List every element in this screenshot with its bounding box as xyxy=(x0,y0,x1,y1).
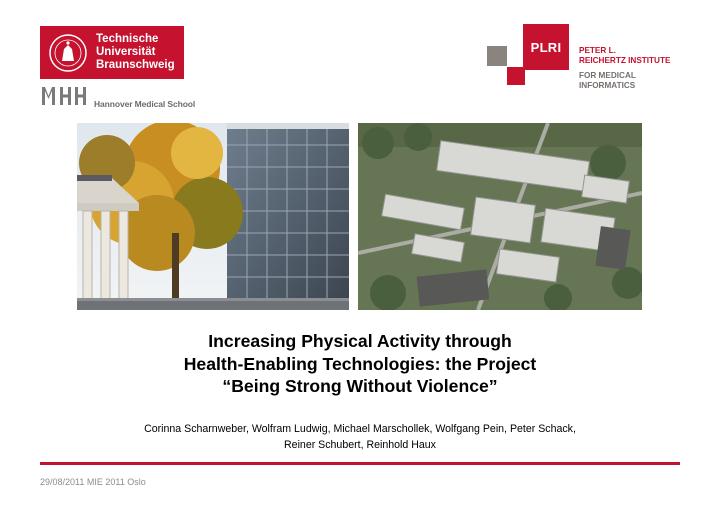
tu-seal-icon xyxy=(48,33,88,73)
mhh-logo-name: Hannover Medical School xyxy=(94,99,196,109)
mhh-logo-mark-icon xyxy=(40,84,90,108)
aerial-campus-photo xyxy=(358,123,642,310)
author-line: Reiner Schubert, Reinhold Haux xyxy=(284,439,436,451)
plri-institute-subtitle: FOR MEDICAL INFORMATICS xyxy=(579,71,636,90)
author-line: Corinna Scharnweber, Wolfram Ludwig, Michael Marschollek, Wolfgang Pein, Peter Schack, xyxy=(144,423,576,435)
title-line: Increasing Physical Activity through xyxy=(208,331,512,351)
slide-title xyxy=(0,330,720,398)
tu-braunschweig-logo xyxy=(40,26,184,79)
campus-building-photo xyxy=(77,123,349,310)
plri-grey-square xyxy=(487,46,507,66)
plri-institute-name: PETER L. REICHERTZ INSTITUTE xyxy=(579,46,671,65)
author-list xyxy=(0,421,720,453)
tu-logo-text: Technische Universität Braunschweig xyxy=(96,33,175,71)
title-line: “Being Strong Without Violence” xyxy=(222,376,498,396)
plri-logo-box: PLRI xyxy=(523,24,569,70)
footer-divider xyxy=(40,462,680,465)
title-line: Health-Enabling Technologies: the Project xyxy=(183,353,537,374)
footer-text: 29/08/2011 MIE 2011 Oslo xyxy=(40,477,146,487)
